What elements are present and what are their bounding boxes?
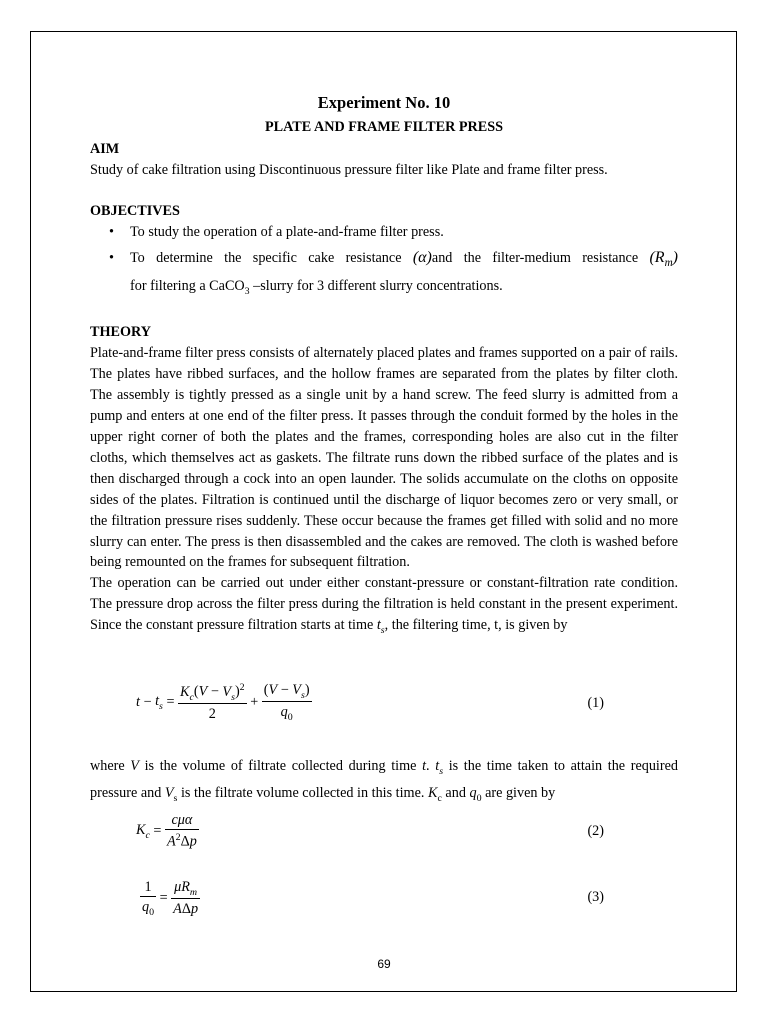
- objective-text: To study the operation of a plate-and-frame filter press.: [130, 223, 444, 240]
- equation-2-number: (2): [587, 823, 604, 839]
- objective-item: [109, 222, 678, 243]
- equation-1-formula: $t - t_s$ = $\frac{K_c(V - V_s)^2}{2}$ + $\frac{(V - V_s)}{q_0}$: [136, 682, 310, 723]
- page-number: 69: [377, 957, 391, 971]
- theory-paragraph: Plate-and-frame filter press consists of alternately placed plates and frames supported on a pair of rails. The plates have ribbed surfaces, and the hollow frames are separated from the plates by filter cloth. The assembly is tightly pressed as a single unit by a hand screw. The feed slurry is admitted from a pump and enters at one end of the filter press. It passes through the conduit formed by the holes in the upper right corner of both the plates and the frames, corresponding holes are also cut in the filter cloths, which themselves act as gaskets. The filtrate runs down the ribbed surface of the plates and is then discharged through a cock into an open launder. The solids accumulate on the cloths on opposite sides of the plates. Filtration is continued until the discharge of liquor becomes zero or very small, or the filtration pressure rises suddenly. These occur because the frames get filled with solid and no more slurry can enter. The press is then disassembled and the cakes are removed. The cloth is washed before being remounted on the frames for subsequent filtration.: [90, 345, 678, 571]
- objectives-list: [90, 222, 678, 303]
- equation-3: [90, 879, 678, 927]
- bullet-icon: •: [109, 223, 114, 240]
- aim-text: Study of cake filtration using Discontinuous pressure filter like Plate and frame filter press.: [90, 161, 608, 178]
- equation-3-formula: $\frac{1}{q_0}$ = $\frac{\mu R_m}{\text{AΔp}}$: [142, 879, 199, 918]
- theory-paragraph: The operation can be carried out under either constant-pressure or constant-filtration rate condition. The pressure drop across the filter press during the filtration is held constant in the present experiment. Since the constant pressure filtration starts at time $t_s$, the filtering time, t, is given by: [90, 575, 678, 636]
- objectives-heading: OBJECTIVES: [90, 202, 180, 219]
- equation-1-number: (1): [587, 695, 604, 711]
- objective-text: To determine the specific cake resistance: [130, 249, 402, 266]
- equation-1: [90, 682, 678, 732]
- objective-text: for filtering a CaCO$_3$ –slurry for 3 different slurry concentrations.: [130, 277, 503, 297]
- aim-heading: AIM: [90, 141, 120, 157]
- equation-2: [90, 812, 678, 860]
- rm-symbol: $(R_m)$: [649, 248, 678, 269]
- theory-heading: THEORY: [90, 324, 151, 341]
- page-subtitle: PLATE AND FRAME FILTER PRESS: [264, 119, 504, 135]
- page-title: Experiment No. 10: [317, 93, 451, 112]
- alpha-symbol: (α): [412, 248, 432, 266]
- bullet-icon: •: [109, 249, 114, 266]
- objective-text: and the filter-medium resistance: [431, 249, 639, 266]
- where-paragraph: where V is the volume of filtrate collected during time t. $t_s$ is the time taken to attain the required pressure and $V_s$ is the filtrate volume collected in this time. $K_c$ and $q_0$ are given by: [90, 758, 678, 804]
- objective-item: [109, 248, 678, 303]
- equation-2-formula: $K_c$ = $\frac{\text{cμα}}{A^2\Delta p}$: [136, 812, 197, 850]
- equation-3-number: (3): [587, 889, 604, 905]
- document-body: [90, 92, 678, 642]
